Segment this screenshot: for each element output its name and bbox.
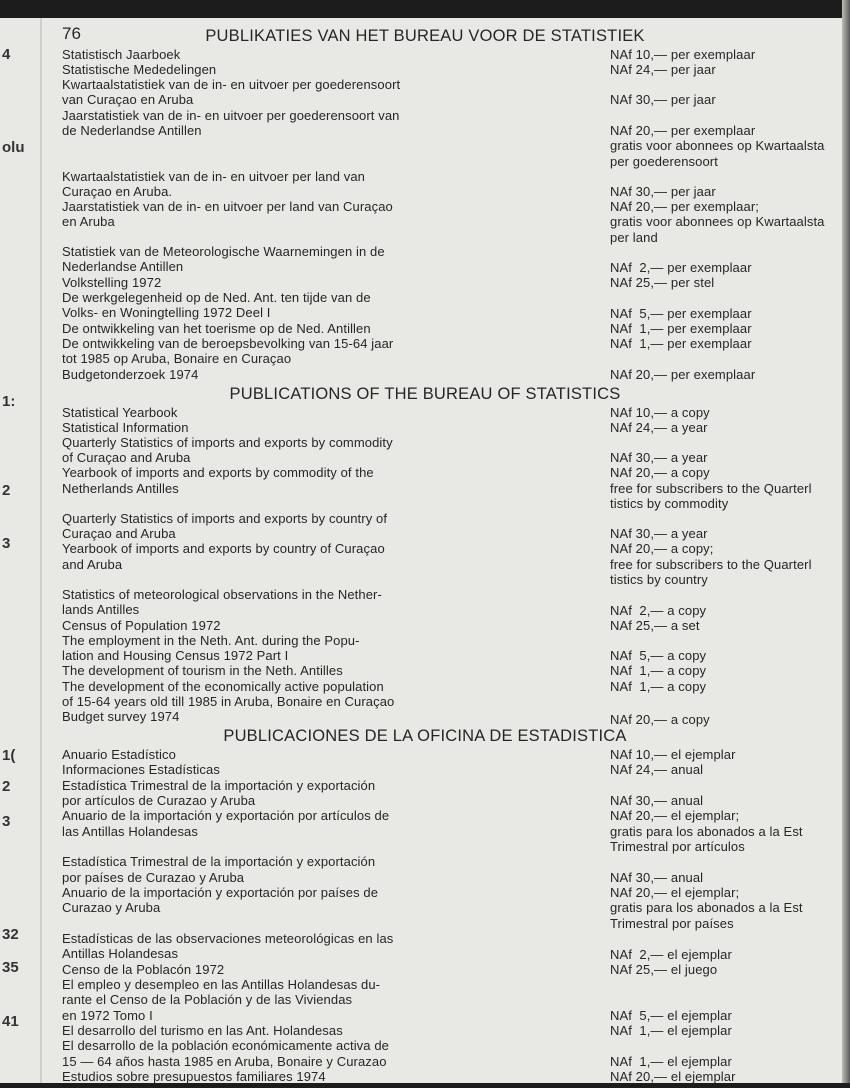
publication-title-line: van Curaçao en Aruba: [62, 92, 194, 107]
price-line: NAf 10,— per exemplaar: [610, 47, 756, 62]
facing-page-fragment: 4: [2, 46, 11, 63]
publication-title-line: en 1972 Tomo I: [62, 1008, 153, 1023]
price-line: NAf 2,— el ejemplar: [610, 947, 732, 962]
publication-title-line: Yearbook of imports and exports by commodity of the: [62, 465, 374, 480]
price-line: NAf 30,— a year: [610, 526, 708, 541]
publication-title-line: Censo de la Poblacón 1972: [62, 962, 225, 977]
section-title-dutch: PUBLIKATIES VAN HET BUREAU VOOR DE STATISTIEK: [205, 27, 645, 45]
facing-page-fragment: 1:: [2, 393, 16, 410]
price-line: NAf 24,— per jaar: [610, 62, 716, 77]
facing-page-fragment: 2: [2, 482, 11, 499]
publication-title-line: De ontwikkeling van de beroepsbevolking van 15-64 jaar: [62, 336, 394, 351]
price-line: NAf 20,— el ejemplar: [610, 1069, 736, 1084]
publication-title-line: Statistics of meteorological observations in the Nether-: [62, 587, 382, 602]
section-title-english: PUBLICATIONS OF THE BUREAU OF STATISTICS: [229, 385, 621, 403]
publication-title-line: Budgetonderzoek 1974: [62, 367, 199, 382]
price-line: tistics by commodity: [610, 496, 729, 511]
publication-title-line: por países de Curazao y Aruba: [62, 870, 245, 885]
publication-title-line: Statistisch Jaarboek: [62, 47, 181, 62]
publication-title-line: las Antillas Holandesas: [62, 824, 198, 839]
page-number: 76: [62, 24, 81, 43]
facing-page-fragment: 3: [2, 535, 11, 552]
publication-title-line: Curaçao and Aruba: [62, 526, 176, 541]
scan-top-border: [0, 0, 850, 18]
price-line: NAf 25,— per stel: [610, 275, 715, 290]
price-line: NAf 30,— per jaar: [610, 92, 716, 107]
publication-title-line: Statistiek van de Meteorologische Waarnemingen in de: [62, 244, 385, 259]
price-line: NAf 20,— el ejemplar;: [610, 885, 740, 900]
publication-title-line: por artículos de Curazao y Aruba: [62, 793, 256, 808]
publication-title-line: rante el Censo de la Población y de las Viviendas: [62, 992, 353, 1007]
publication-title-line: en Aruba: [62, 214, 115, 229]
publication-title-line: The employment in the Neth. Ant. during the Popu-: [62, 633, 360, 648]
publication-title-line: Nederlandse Antillen: [62, 259, 184, 274]
price-line: NAf 20,— a copy: [610, 712, 710, 727]
publication-title-line: El desarrollo de la población económicamente activa de: [62, 1038, 389, 1053]
publication-title-line: 15 — 64 años hasta 1985 en Aruba, Bonaire y Curazao: [62, 1054, 387, 1069]
publication-title-line: Quarterly Statistics of imports and exports by commodity: [62, 435, 393, 450]
facing-page-fragment: olu: [2, 139, 25, 156]
price-line: NAf 1,— el ejemplar: [610, 1023, 732, 1038]
price-line: NAf 10,— el ejemplar: [610, 747, 736, 762]
price-line: NAf 20,— a copy;: [610, 541, 714, 556]
section-title-spanish: PUBLICACIONES DE LA OFICINA DE ESTADISTICA: [223, 727, 627, 745]
facing-page-fragment: 41: [2, 1013, 19, 1030]
price-line: free for subscribers to the Quarterl: [610, 557, 812, 572]
price-line: NAf 1,— a copy: [610, 679, 707, 694]
price-line: NAf 25,— a set: [610, 618, 700, 633]
publication-title-line: Volkstelling 1972: [62, 275, 162, 290]
publication-title-line: Estudios sobre presupuestos familiares 1974: [62, 1069, 326, 1084]
publication-title-line: Informaciones Estadísticas: [62, 762, 220, 777]
publication-title-line: The development of tourism in the Neth. Antilles: [62, 663, 343, 678]
facing-page-fragment: 35: [2, 959, 19, 976]
price-line: NAf 5,— el ejemplar: [610, 1008, 732, 1023]
price-line: Trimestral por países: [610, 916, 734, 931]
price-line: NAf 5,— per exemplaar: [610, 306, 752, 321]
facing-page-fragment: 3: [2, 813, 11, 830]
publication-title-line: lation and Housing Census 1972 Part I: [62, 648, 289, 663]
price-line: NAf 1,— per exemplaar: [610, 321, 752, 336]
publication-title-line: Budget survey 1974: [62, 709, 180, 724]
price-line: NAf 2,— a copy: [610, 603, 707, 618]
publication-title-line: El desarrollo del turismo en las Ant. Holandesas: [62, 1023, 343, 1038]
price-line: NAf 2,— per exemplaar: [610, 260, 752, 275]
publication-title-line: Netherlands Antilles: [62, 481, 179, 496]
publication-title-line: The development of the economically active population: [62, 679, 384, 694]
publication-title-line: lands Antilles: [62, 602, 140, 617]
facing-page-fragment: 1(: [2, 747, 16, 764]
publication-title-line: Quarterly Statistics of imports and exports by country of: [62, 511, 388, 526]
publication-title-line: Statistical Information: [62, 420, 189, 435]
price-line: NAf 30,— anual: [610, 793, 704, 808]
facing-page-fragment: 32: [2, 926, 19, 943]
price-line: NAf 24,— a year: [610, 420, 708, 435]
price-line: Trimestral por artículos: [610, 839, 745, 854]
publication-title-line: El empleo y desempleo en las Antillas Holandesas du-: [62, 977, 381, 992]
price-line: per land: [610, 230, 658, 245]
price-line: NAf 20,— a copy: [610, 465, 710, 480]
price-line: NAf 20,— per exemplaar;: [610, 199, 759, 214]
price-line: gratis para los abonados a la Est: [610, 900, 803, 915]
price-line: NAf 30,— a year: [610, 450, 708, 465]
publication-title-line: Statistical Yearbook: [62, 405, 178, 420]
publication-title-line: Jaarstatistiek van de in- en uitvoer per goederensoort van: [62, 108, 400, 123]
publication-title-line: Volks- en Woningtelling 1972 Deel I: [62, 305, 271, 320]
publication-title-line: Curazao y Aruba: [62, 900, 161, 915]
publication-title-line: Anuario de la importación y exportación por artículos de: [62, 808, 390, 823]
page-gutter: [40, 18, 42, 1083]
publication-title-line: Census of Population 1972: [62, 618, 221, 633]
publication-title-line: De ontwikkeling van het toerisme op de Ned. Antillen: [62, 321, 371, 336]
publication-title-line: of Curaçao and Aruba: [62, 450, 191, 465]
publication-title-line: Estadística Trimestral de la importación y exportación: [62, 854, 376, 869]
price-line: NAf 20,— el ejemplar;: [610, 808, 740, 823]
publication-title-line: and Aruba: [62, 557, 123, 572]
publication-title-line: Estadísticas de las observaciones meteorológicas en las: [62, 931, 394, 946]
price-line: free for subscribers to the Quarterl: [610, 481, 812, 496]
price-line: per goederensoort: [610, 154, 718, 169]
price-line: tistics by country: [610, 572, 708, 587]
publication-title-line: Curaçao en Aruba.: [62, 184, 173, 199]
publication-title-line: Antillas Holandesas: [62, 946, 179, 961]
publication-title-line: Kwartaalstatistiek van de in- en uitvoer per land van: [62, 169, 366, 184]
price-line: NAf 30,— anual: [610, 870, 704, 885]
publication-title-line: Kwartaalstatistiek van de in- en uitvoer per goederensoort: [62, 77, 401, 92]
publication-title-line: tot 1985 op Aruba, Bonaire en Curaçao: [62, 351, 292, 366]
publication-title-line: Anuario de la importación y exportación por países de: [62, 885, 379, 900]
price-line: NAf 24,— anual: [610, 762, 704, 777]
publication-title-line: Jaarstatistiek van de in- en uitvoer per land van Curaçao: [62, 199, 393, 214]
price-line: NAf 10,— a copy: [610, 405, 710, 420]
publication-title-line: of 15-64 years old till 1985 in Aruba, Bonaire en Curaçao: [62, 694, 395, 709]
publication-title-line: De werkgelegenheid op de Ned. Ant. ten tijde van de: [62, 290, 371, 305]
price-line: NAf 25,— el juego: [610, 962, 718, 977]
price-line: NAf 5,— a copy: [610, 648, 707, 663]
publication-title-line: Yearbook of imports and exports by country of Curaçao: [62, 541, 385, 556]
publication-title-line: Anuario Estadístico: [62, 747, 176, 762]
price-line: gratis voor abonnees op Kwartaalsta: [610, 138, 825, 153]
scan-right-edge: [842, 0, 850, 1088]
price-line: NAf 1,— a copy: [610, 663, 707, 678]
price-line: gratis para los abonados a la Est: [610, 824, 803, 839]
price-line: gratis voor abonnees op Kwartaalsta: [610, 214, 825, 229]
price-line: NAf 1,— per exemplaar: [610, 336, 752, 351]
price-line: NAf 20,— per exemplaar: [610, 123, 756, 138]
price-line: NAf 20,— per exemplaar: [610, 367, 756, 382]
price-line: NAf 30,— per jaar: [610, 184, 716, 199]
publication-title-line: Statistische Mededelingen: [62, 62, 217, 77]
publication-title-line: de Nederlandse Antillen: [62, 123, 202, 138]
price-line: NAf 1,— el ejemplar: [610, 1054, 732, 1069]
publication-title-line: Estadística Trimestral de la importación y exportación: [62, 778, 376, 793]
facing-page-fragment: 2: [2, 778, 11, 795]
